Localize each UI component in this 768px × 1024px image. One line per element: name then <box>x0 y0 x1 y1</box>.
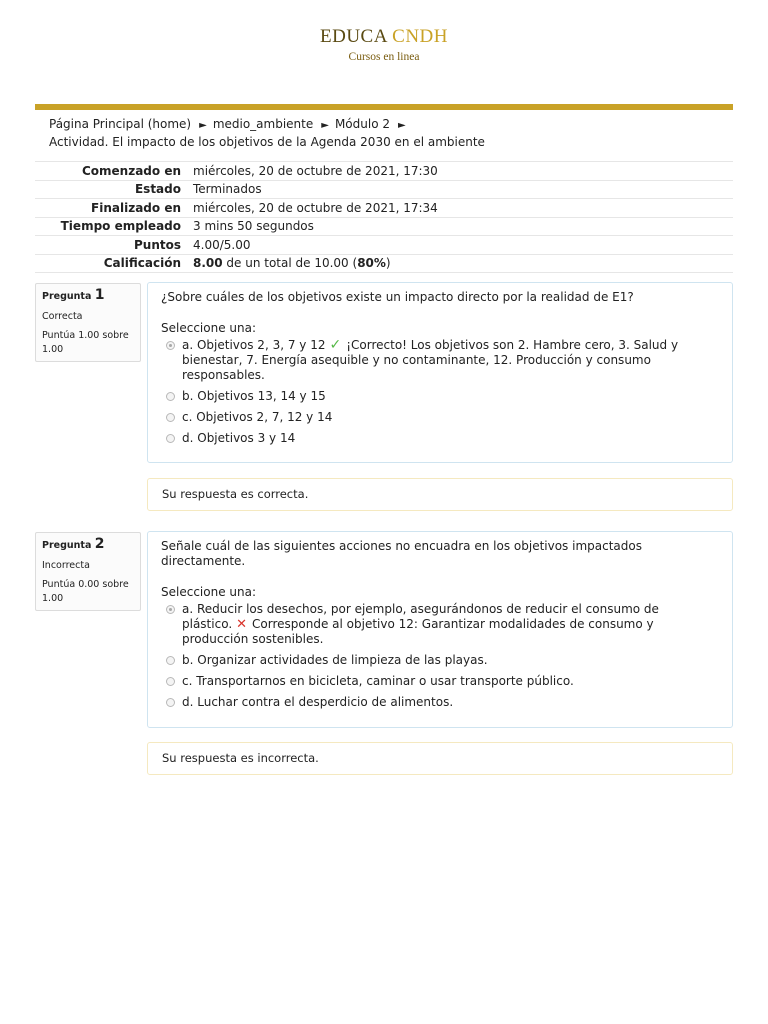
option-text: b. Objetivos 13, 14 y 15 <box>182 389 326 403</box>
answer-option-d[interactable] <box>161 695 719 710</box>
grade-text-end: ) <box>385 256 391 271</box>
summary-row-grade <box>35 254 733 273</box>
select-one-label: Seleccione una: <box>161 585 256 599</box>
summary-row-finished <box>35 199 733 218</box>
summary-row-points <box>35 236 733 255</box>
summary-label: Puntos <box>35 236 193 255</box>
question-state: Incorrecta <box>42 560 90 571</box>
summary-label: Comenzado en <box>35 162 193 181</box>
summary-row-time <box>35 217 733 236</box>
radio[interactable] <box>166 413 175 422</box>
question-content-2 <box>147 531 733 728</box>
breadcrumb-course-link[interactable]: medio_ambiente <box>212 117 314 131</box>
question-heading <box>42 288 134 304</box>
question-prompt: Señale cuál de las siguientes acciones no encuadra en los objetivos impactados directamente. <box>161 539 642 568</box>
attempt-summary-table <box>35 161 733 273</box>
answer-option-a[interactable] <box>161 338 719 383</box>
incorrect-cross-icon: ✕ <box>236 617 248 632</box>
answer-option-c[interactable] <box>161 674 719 689</box>
option-feedback: ¡Correcto! Los objetivos son 2. Hambre cero, 3. Salud y bienestar, 7. Energía asequible y no contaminante, 12. Producción y consumo responsables. <box>182 338 679 382</box>
question-heading <box>42 537 134 553</box>
radio[interactable] <box>166 677 175 686</box>
radio-selected[interactable] <box>166 341 175 350</box>
option-feedback: Corresponde al objetivo 12: Garantizar modalidades de consumo y producción sostenibles. <box>182 617 654 646</box>
brand-name: EDUCA <box>320 26 387 47</box>
answer-option-b[interactable] <box>161 389 719 404</box>
breadcrumb <box>49 116 729 150</box>
breadcrumb-home-link[interactable]: Página Principal (home) <box>49 117 192 131</box>
option-text: a. Objetivos 2, 3, 7 y 12 <box>182 338 326 352</box>
answer-option-c[interactable] <box>161 410 719 425</box>
answer-option-d[interactable] <box>161 431 719 446</box>
radio[interactable] <box>166 434 175 443</box>
question-feedback-1: Su respuesta es correcta. <box>147 478 733 511</box>
summary-label: Tiempo empleado <box>35 217 193 236</box>
question-label: Pregunta <box>42 291 92 302</box>
breadcrumb-activity-link[interactable]: Actividad. El impacto de los objetivos de la Agenda 2030 en el ambiente <box>49 135 485 149</box>
radio-selected[interactable] <box>166 605 175 614</box>
summary-row-started <box>35 162 733 181</box>
select-one-label: Seleccione una: <box>161 321 256 335</box>
grade-percent: 80% <box>357 256 386 271</box>
question-grade: Puntúa 1.00 sobre 1.00 <box>42 330 129 355</box>
grade-score: 8.00 <box>193 256 223 271</box>
correct-check-icon: ✓ <box>329 337 342 353</box>
site-tagline: Cursos en linea <box>348 51 420 63</box>
summary-value: 3 mins 50 segundos <box>193 217 733 236</box>
question-info-2 <box>35 532 141 611</box>
breadcrumb-arrow-icon: ► <box>199 120 207 131</box>
brand-name-accent: CNDH <box>392 26 448 47</box>
summary-row-state <box>35 180 733 199</box>
option-text: d. Objetivos 3 y 14 <box>182 431 296 445</box>
summary-label: Finalizado en <box>35 199 193 218</box>
answer-option-a[interactable] <box>161 602 719 647</box>
question-info-1 <box>35 283 141 362</box>
summary-value: 4.00/5.00 <box>193 236 733 255</box>
option-text: c. Transportarnos en bicicleta, caminar o usar transporte público. <box>182 674 574 688</box>
option-text: a. Reducir los desechos, por ejemplo, asegurándonos de reducir el consumo de plástico. <box>182 602 659 631</box>
question-number: 1 <box>94 287 105 303</box>
question-prompt: ¿Sobre cuáles de los objetivos existe un impacto directo por la realidad de E1? <box>161 290 634 304</box>
question-state: Correcta <box>42 311 83 322</box>
breadcrumb-arrow-icon: ► <box>398 120 406 131</box>
grade-text: de un total de 10.00 ( <box>222 256 358 271</box>
option-text: b. Organizar actividades de limpieza de las playas. <box>182 653 488 667</box>
summary-value <box>193 254 733 273</box>
option-text: c. Objetivos 2, 7, 12 y 14 <box>182 410 333 424</box>
summary-value: Terminados <box>193 180 733 199</box>
question-feedback-2: Su respuesta es incorrecta. <box>147 742 733 775</box>
radio[interactable] <box>166 392 175 401</box>
breadcrumb-arrow-icon: ► <box>321 120 329 131</box>
radio[interactable] <box>166 656 175 665</box>
site-brand <box>0 26 768 48</box>
option-text: d. Luchar contra el desperdicio de alimentos. <box>182 695 454 709</box>
radio[interactable] <box>166 698 175 707</box>
summary-label: Calificación <box>35 254 193 273</box>
breadcrumb-module-link[interactable]: Módulo 2 <box>334 117 390 131</box>
summary-label: Estado <box>35 180 193 199</box>
answer-option-b[interactable] <box>161 653 719 668</box>
question-number: 2 <box>94 536 105 552</box>
question-grade: Puntúa 0.00 sobre 1.00 <box>42 579 129 604</box>
question-content-1 <box>147 282 733 463</box>
header-divider <box>35 104 733 110</box>
summary-value: miércoles, 20 de octubre de 2021, 17:30 <box>193 162 733 181</box>
question-label: Pregunta <box>42 540 92 551</box>
summary-value: miércoles, 20 de octubre de 2021, 17:34 <box>193 199 733 218</box>
